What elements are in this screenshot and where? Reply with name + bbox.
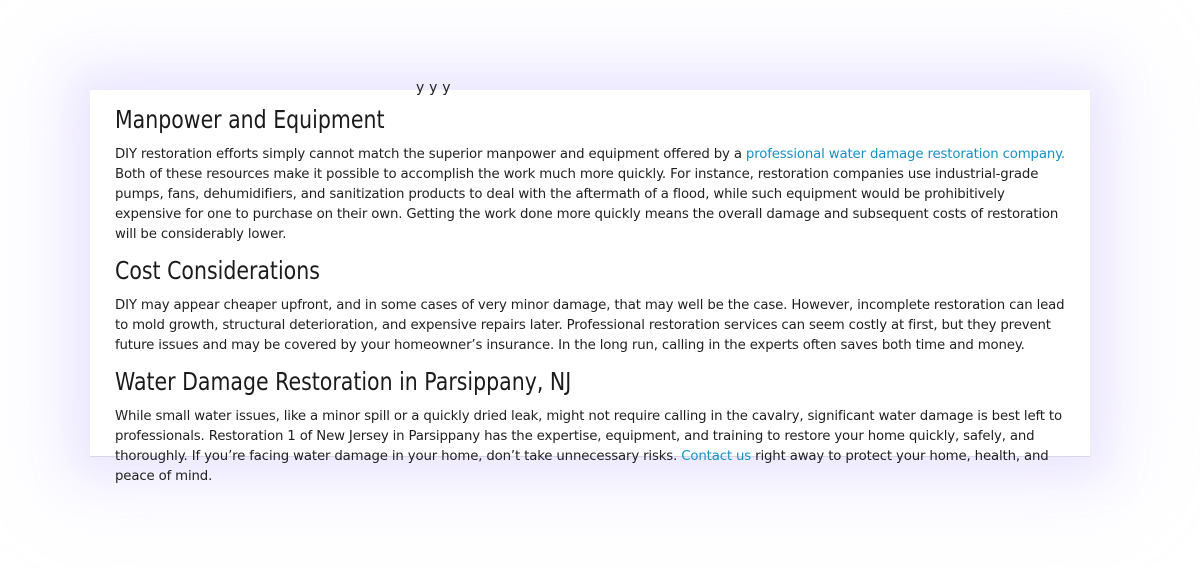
paragraph-text: right away to protect your home, health, and peace of mind. <box>115 449 1049 484</box>
section-paragraph <box>115 407 1067 487</box>
section-paragraph: DIY may appear cheaper upfront, and in some cases of very minor damage, that may well be the case. However, incomplete restoration can lead to mold growth, structural deterioration, and expensive repairs later. Professional restoration services can seem costly at first, but they prevent future issues and may be covered by your homeowner’s insurance. In the long run, calling in the experts often saves both time and money. <box>115 298 1065 353</box>
contact-us-link[interactable]: Contact us <box>681 449 752 464</box>
section-heading: Cost Considerations <box>115 256 320 285</box>
article-content <box>115 104 1067 497</box>
section-parsippany <box>115 366 1067 487</box>
section-heading: Water Damage Restoration in Parsippany, NJ <box>115 367 572 396</box>
paragraph-text: DIY restoration efforts simply cannot match the superior manpower and equipment offered by a <box>115 147 746 162</box>
clipped-previous-line: y y y <box>416 80 451 96</box>
paragraph-text: Both of these resources make it possible to accomplish the work much more quickly. For instance, restoration companies use industrial-grade pumps, fans, dehumidifiers, and sanitization products to deal with the aftermath of a flood, while such equipment would be prohibitively expensive for one to purchase on their own. Getting the work done more quickly means the overall damage and subsequent costs of restoration will be considerably lower. <box>115 167 1059 242</box>
section-manpower-equipment <box>115 104 1067 245</box>
section-heading: Manpower and Equipment <box>115 105 385 134</box>
section-paragraph <box>115 145 1067 245</box>
section-cost-considerations <box>115 255 1067 356</box>
article-card <box>90 80 1090 484</box>
paragraph-text: While small water issues, like a minor spill or a quickly dried leak, might not require calling in the cavalry, significant water damage is best left to professionals. Restoration 1 of New Jersey in Parsippany has the expertise, equipment, and training to restore your home quickly, safely, and thoroughly. If you’re facing water damage in your home, don’t take unnecessary risks. <box>115 409 1062 464</box>
professional-restoration-link[interactable]: professional water damage restoration company. <box>745 147 1066 162</box>
